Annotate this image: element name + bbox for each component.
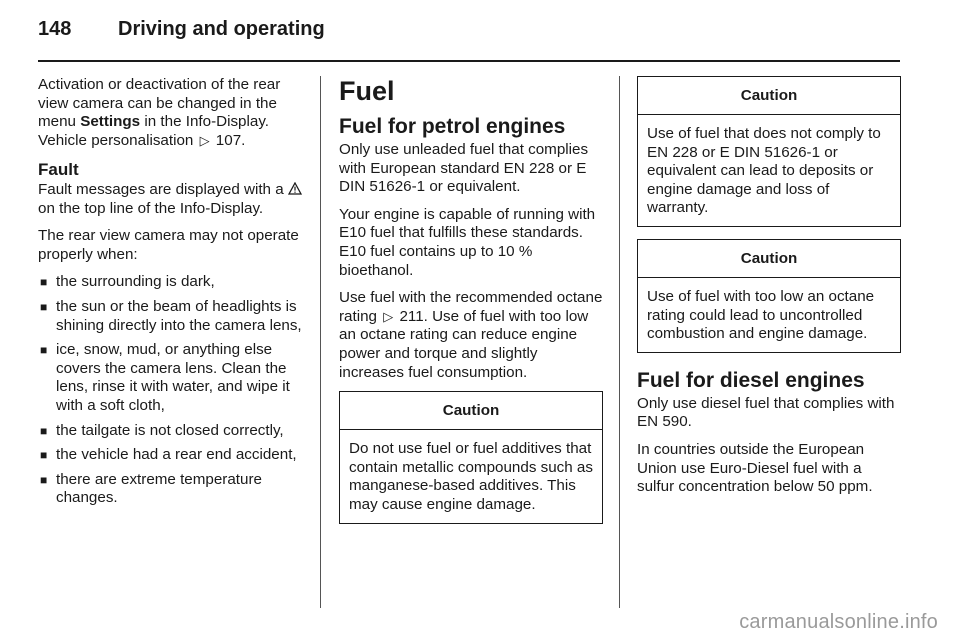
caution-box <box>339 391 603 523</box>
column-middle <box>339 76 603 536</box>
bullet-icon: ■ <box>40 423 48 438</box>
chapter-title: Driving and operating <box>118 18 325 40</box>
caution-box <box>637 76 901 227</box>
list-item: ■ the tailgate is not closed correctly, <box>40 421 284 439</box>
caution-title: Caution <box>638 240 900 278</box>
column-divider <box>320 76 321 608</box>
caution-text: Do not use fuel or fuel additives that contain metallic compounds such as manganese-based additives. This may cause engine damage. <box>349 440 593 513</box>
page-number: 148 <box>38 18 72 40</box>
list-item: ■ the sun or the beam of headlights is shining directly into the camera lens, <box>40 297 302 334</box>
bullet-icon: ■ <box>40 448 48 463</box>
bullet-icon: ■ <box>40 343 48 358</box>
list-item: ■ there are extreme temperature changes. <box>40 470 262 507</box>
header-rule <box>38 60 900 62</box>
caution-text: Use of fuel with too low an octane rating could lead to uncontrolled combustion and engine damage. <box>647 287 875 343</box>
page-reference-icon: ▷ <box>199 132 210 148</box>
camera-conditions-intro: The rear view camera may not operate properly when: <box>38 227 299 263</box>
column-right <box>637 76 901 506</box>
bullet-icon: ■ <box>40 275 48 290</box>
warning-triangle-icon <box>288 182 302 195</box>
page-reference-icon: ▷ <box>383 308 394 324</box>
list-item: ■ ice, snow, mud, or anything else covers the camera lens. Clean the lens, rinse it with water, and wipe it with a soft cloth, <box>40 341 290 414</box>
subsection-title-diesel: Fuel for diesel engines <box>637 368 865 392</box>
page-header <box>38 18 325 48</box>
bullet-icon: ■ <box>40 299 48 314</box>
column-left <box>38 76 306 514</box>
subsection-title-petrol: Fuel for petrol engines <box>339 115 566 138</box>
diesel-paragraph-2: In countries outside the European Union use Euro-Diesel fuel with a sulfur concentration below 50 ppm. <box>637 440 873 496</box>
section-title: Fuel <box>339 76 395 106</box>
caution-box <box>637 239 901 353</box>
fault-paragraph: Fault messages are displayed with a on the top line of the Info-Display. <box>38 181 306 218</box>
petrol-paragraph-1: Only use unleaded fuel that complies with European standard EN 228 or E DIN 51626-1 or equivalent. <box>339 141 589 196</box>
camera-conditions-list <box>38 273 306 508</box>
watermark: carmanualsonline.info <box>739 611 938 633</box>
list-item: ■ the vehicle had a rear end accident, <box>40 446 297 464</box>
fault-heading: Fault <box>38 160 79 180</box>
caution-title: Caution <box>638 77 900 115</box>
caution-text: Use of fuel that does not comply to EN 228 or E DIN 51626-1 or equivalent can lead to deposits or engine damage and loss of warranty. <box>647 125 881 217</box>
settings-menu-term: Settings <box>80 113 141 131</box>
petrol-paragraph-2: Your engine is capable of running with E10 fuel that fulfills these standards. E10 fuel contains up to 10 % bioethanol. <box>339 205 596 279</box>
intro-paragraph: Activation or deactivation of the rear view camera can be changed in the menu Settings in the Info-Display. Vehicle personalisation ▷ 107. <box>38 76 281 149</box>
caution-title: Caution <box>340 392 602 430</box>
list-item: ■ the surrounding is dark, <box>40 273 215 291</box>
petrol-paragraph-3: Use fuel with the recommended octane rating ▷ 211. Use of fuel with too low an octane rating can reduce engine power and torque and slightly increases fuel consumption. <box>339 289 603 381</box>
column-divider <box>619 76 620 608</box>
diesel-paragraph-1: Only use diesel fuel that complies with EN 590. <box>637 394 895 431</box>
bullet-icon: ■ <box>40 472 48 487</box>
